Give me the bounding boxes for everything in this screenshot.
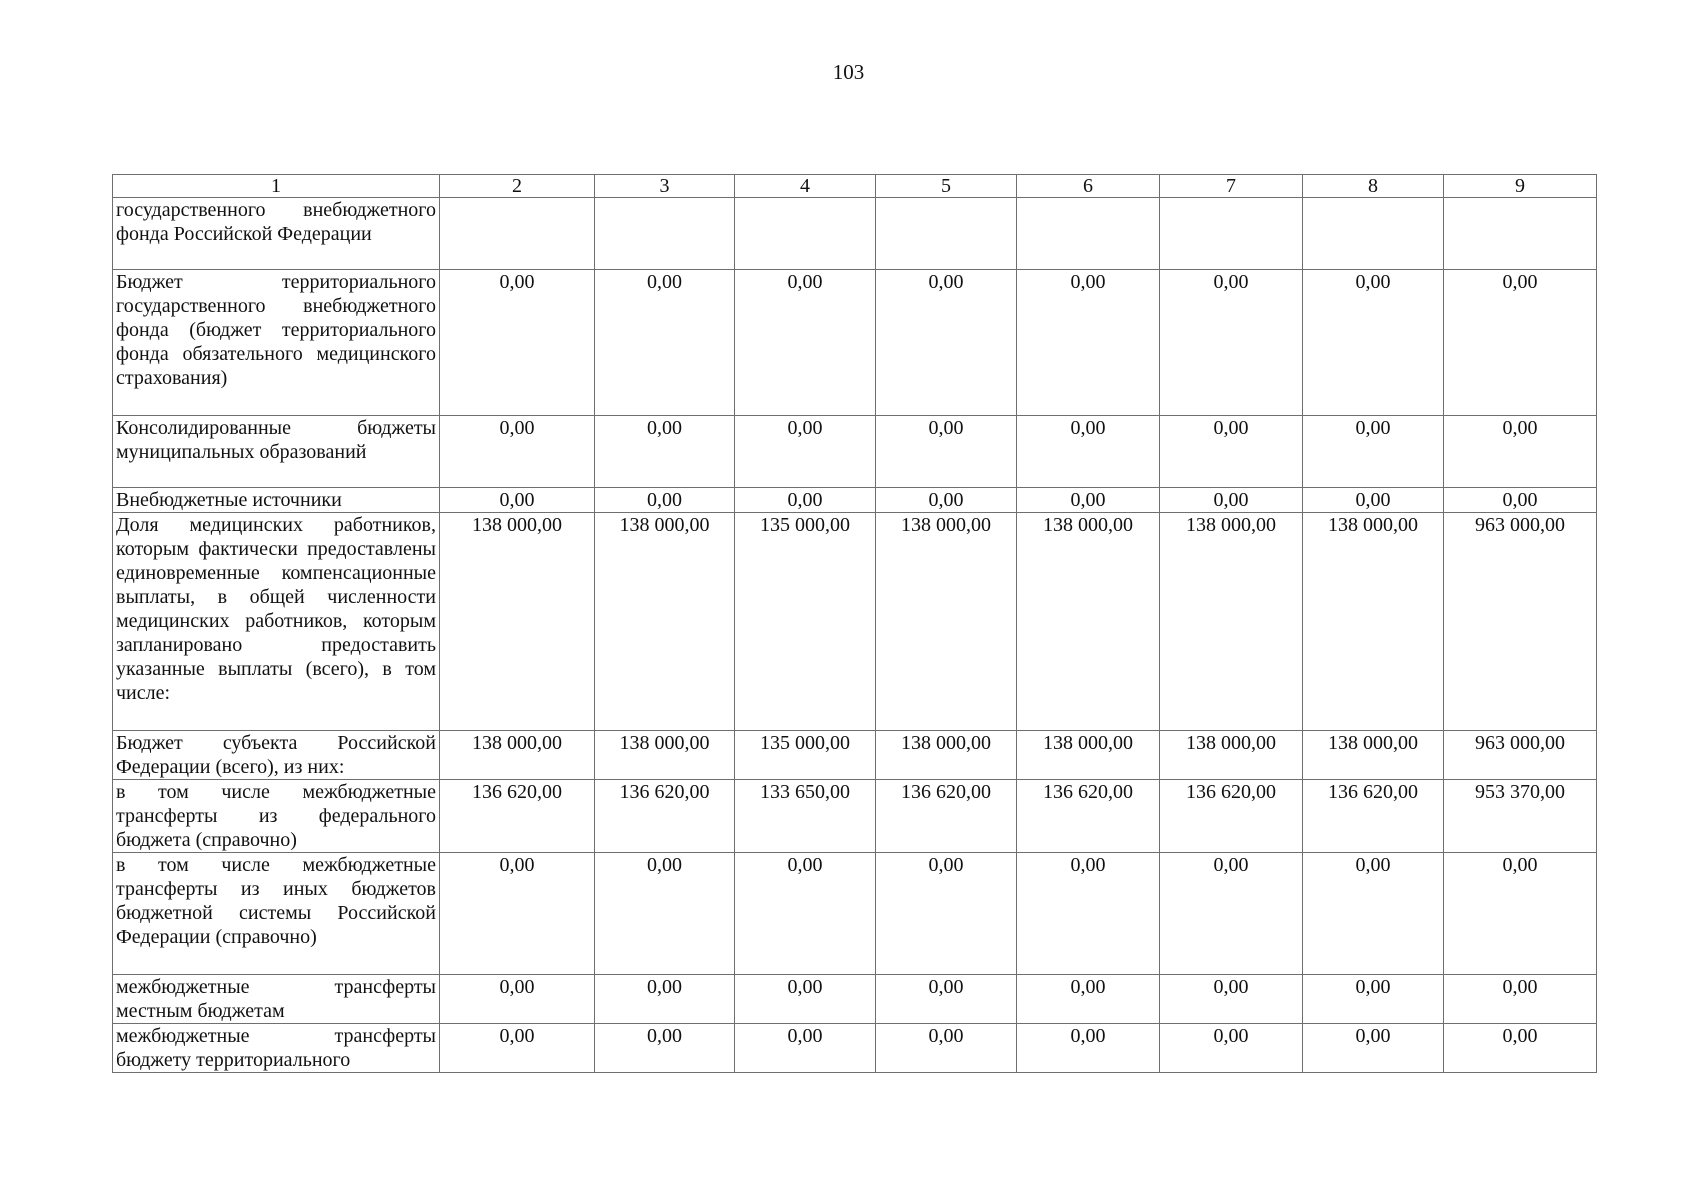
- value-cell: 0,00: [595, 853, 735, 975]
- budget-table: [112, 174, 1597, 1073]
- row-label: в том числе межбюджетные трансферты из федерального бюджета (справочно): [113, 780, 440, 853]
- table-body: [113, 198, 1597, 1073]
- value-cell: [595, 198, 735, 270]
- value-cell: 136 620,00: [876, 780, 1017, 853]
- page-number: 103: [832, 60, 865, 84]
- column-header: 4: [735, 175, 876, 198]
- value-cell: 0,00: [876, 853, 1017, 975]
- value-cell: 136 620,00: [1017, 780, 1160, 853]
- value-cell: 0,00: [1444, 853, 1597, 975]
- table-row: [113, 731, 1597, 780]
- value-cell: 0,00: [1303, 1024, 1444, 1073]
- value-cell: 138 000,00: [1017, 731, 1160, 780]
- value-cell: 0,00: [440, 975, 595, 1024]
- value-cell: 138 000,00: [440, 731, 595, 780]
- value-cell: 0,00: [1160, 488, 1303, 513]
- row-label: Бюджет территориального государственного внебюджетного фонда (бюджет территориального фонда обязательного медицинского страхования): [113, 270, 440, 416]
- value-cell: 138 000,00: [876, 513, 1017, 731]
- value-cell: [1303, 198, 1444, 270]
- value-cell: 0,00: [1303, 416, 1444, 488]
- value-cell: 0,00: [735, 488, 876, 513]
- value-cell: 138 000,00: [1303, 513, 1444, 731]
- row-label: государственного внебюджетного фонда Российской Федерации: [113, 198, 440, 270]
- value-cell: 135 000,00: [735, 731, 876, 780]
- value-cell: 0,00: [595, 416, 735, 488]
- row-label: Консолидированные бюджеты муниципальных образований: [113, 416, 440, 488]
- table-row: [113, 975, 1597, 1024]
- column-header: 1: [113, 175, 440, 198]
- row-label: межбюджетные трансферты бюджету территориального: [113, 1024, 440, 1073]
- value-cell: 0,00: [595, 975, 735, 1024]
- value-cell: 136 620,00: [1303, 780, 1444, 853]
- column-header: 3: [595, 175, 735, 198]
- row-label: Бюджет субъекта Российской Федерации (всего), из них:: [113, 731, 440, 780]
- value-cell: 0,00: [876, 270, 1017, 416]
- value-cell: 0,00: [1444, 416, 1597, 488]
- value-cell: 0,00: [1444, 975, 1597, 1024]
- value-cell: [440, 198, 595, 270]
- value-cell: 0,00: [1160, 270, 1303, 416]
- value-cell: 0,00: [876, 488, 1017, 513]
- table-row: [113, 416, 1597, 488]
- value-cell: 0,00: [735, 975, 876, 1024]
- value-cell: 135 000,00: [735, 513, 876, 731]
- value-cell: 136 620,00: [1160, 780, 1303, 853]
- value-cell: 963 000,00: [1444, 513, 1597, 731]
- value-cell: 0,00: [876, 1024, 1017, 1073]
- value-cell: 0,00: [440, 853, 595, 975]
- value-cell: 138 000,00: [595, 513, 735, 731]
- value-cell: 0,00: [1160, 853, 1303, 975]
- value-cell: 0,00: [735, 853, 876, 975]
- value-cell: 0,00: [735, 1024, 876, 1073]
- value-cell: 138 000,00: [1160, 513, 1303, 731]
- value-cell: 138 000,00: [595, 731, 735, 780]
- table-row: [113, 853, 1597, 975]
- value-cell: 0,00: [440, 416, 595, 488]
- value-cell: 136 620,00: [440, 780, 595, 853]
- table-row: [113, 270, 1597, 416]
- value-cell: 0,00: [440, 488, 595, 513]
- value-cell: 0,00: [595, 270, 735, 416]
- value-cell: [1444, 198, 1597, 270]
- value-cell: 0,00: [1017, 853, 1160, 975]
- value-cell: 0,00: [1160, 1024, 1303, 1073]
- value-cell: 0,00: [1017, 1024, 1160, 1073]
- value-cell: 0,00: [1444, 270, 1597, 416]
- value-cell: 138 000,00: [1303, 731, 1444, 780]
- value-cell: 0,00: [595, 488, 735, 513]
- row-label: в том числе межбюджетные трансферты из иных бюджетов бюджетной системы Российской Федерации (справочно): [113, 853, 440, 975]
- value-cell: 138 000,00: [440, 513, 595, 731]
- value-cell: 0,00: [440, 1024, 595, 1073]
- value-cell: 138 000,00: [876, 731, 1017, 780]
- value-cell: 0,00: [876, 416, 1017, 488]
- value-cell: 0,00: [1444, 488, 1597, 513]
- column-header: 7: [1160, 175, 1303, 198]
- column-header: 9: [1444, 175, 1597, 198]
- table-row: [113, 513, 1597, 731]
- value-cell: 0,00: [1303, 270, 1444, 416]
- column-header: 2: [440, 175, 595, 198]
- value-cell: 963 000,00: [1444, 731, 1597, 780]
- table-row: [113, 780, 1597, 853]
- value-cell: 138 000,00: [1017, 513, 1160, 731]
- value-cell: [735, 198, 876, 270]
- value-cell: [1017, 198, 1160, 270]
- row-label: Доля медицинских работников, которым фактически предоставлены единовременные компенсационные выплаты, в общей численности медицинских работников, которым запланировано предоставить указанные выплаты (всего), в том числе:: [113, 513, 440, 731]
- value-cell: [876, 198, 1017, 270]
- value-cell: 133 650,00: [735, 780, 876, 853]
- value-cell: 0,00: [440, 270, 595, 416]
- value-cell: 0,00: [1017, 488, 1160, 513]
- row-label: Внебюджетные источники: [113, 488, 440, 513]
- column-header: 8: [1303, 175, 1444, 198]
- row-label: межбюджетные трансферты местным бюджетам: [113, 975, 440, 1024]
- value-cell: 0,00: [595, 1024, 735, 1073]
- value-cell: 0,00: [1017, 975, 1160, 1024]
- value-cell: 0,00: [1444, 1024, 1597, 1073]
- value-cell: 953 370,00: [1444, 780, 1597, 853]
- value-cell: 0,00: [1303, 853, 1444, 975]
- header-row: [113, 175, 1597, 198]
- value-cell: 0,00: [1160, 416, 1303, 488]
- value-cell: 0,00: [1303, 488, 1444, 513]
- value-cell: 0,00: [1017, 416, 1160, 488]
- table-row: [113, 1024, 1597, 1073]
- value-cell: 0,00: [876, 975, 1017, 1024]
- value-cell: 0,00: [735, 416, 876, 488]
- value-cell: [1160, 198, 1303, 270]
- value-cell: 0,00: [735, 270, 876, 416]
- table-row: [113, 488, 1597, 513]
- value-cell: 0,00: [1017, 270, 1160, 416]
- column-header: 5: [876, 175, 1017, 198]
- value-cell: 136 620,00: [595, 780, 735, 853]
- table-row: [113, 198, 1597, 270]
- value-cell: 0,00: [1303, 975, 1444, 1024]
- value-cell: 0,00: [1160, 975, 1303, 1024]
- column-header: 6: [1017, 175, 1160, 198]
- value-cell: 138 000,00: [1160, 731, 1303, 780]
